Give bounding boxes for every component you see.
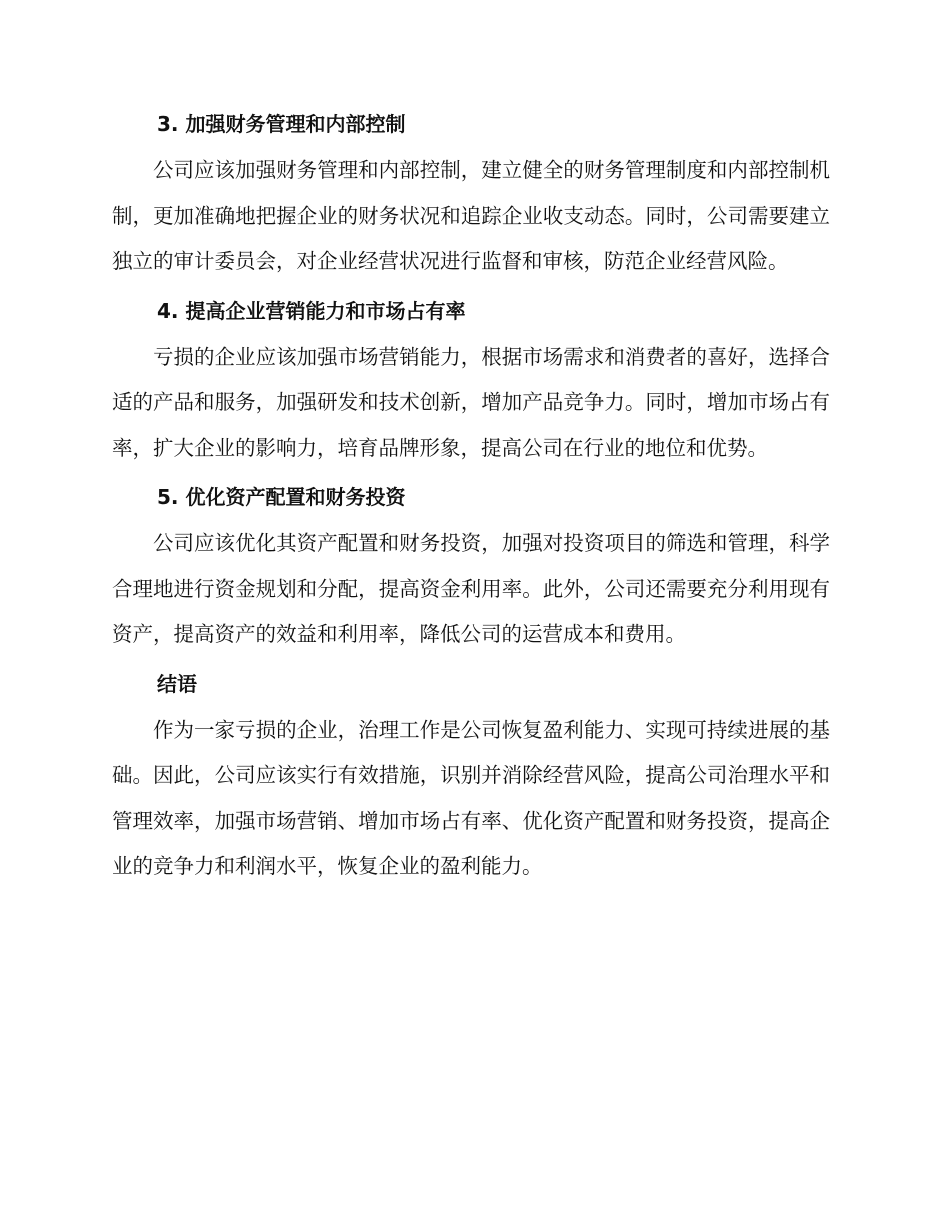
section-paragraph: 公司应该优化其资产配置和财务投资，加强对投资项目的筛选和管理，科学合理地进行资金规划和分配，提高资金利用率。此外，公司还需要充分利用现有资产，提高资产的效益和利用率，降低公司的运营成本和费用。 (112, 531, 830, 646)
document-page (112, 110, 830, 890)
section-paragraph: 亏损的企业应该加强市场营销能力，根据市场需求和消费者的喜好，选择合适的产品和服务，加强研发和技术创新，增加产品竞争力。同时，增加市场占有率，扩大企业的影响力，培育品牌形象，提高公司在行业的地位和优势。 (112, 344, 830, 460)
section-paragraph: 公司应该加强财务管理和内部控制，建立健全的财务管理制度和内部控制机制，更加准确地把握企业的财务状况和追踪企业收支动态。同时，公司需要建立独立的审计委员会，对企业经营状况进行监督和审核，防范企业经营风险。 (112, 158, 830, 273)
section-heading: 5. 优化资产配置和财务投资 (157, 485, 406, 509)
conclusion-paragraph: 作为一家亏损的企业，治理工作是公司恢复盈利能力、实现可持续进展的基础。因此，公司应该实行有效措施，识别并消除经营风险，提高公司治理水平和管理效率，加强市场营销、增加市场占有率、优化资产配置和财务投资，提高企业的竞争力和利润水平，恢复企业的盈利能力。 (112, 717, 830, 878)
conclusion-heading: 结语 (157, 671, 197, 696)
section-heading: 4. 提高企业营销能力和市场占有率 (157, 298, 466, 323)
section-heading: 3. 加强财务管理和内部控制 (157, 112, 406, 136)
